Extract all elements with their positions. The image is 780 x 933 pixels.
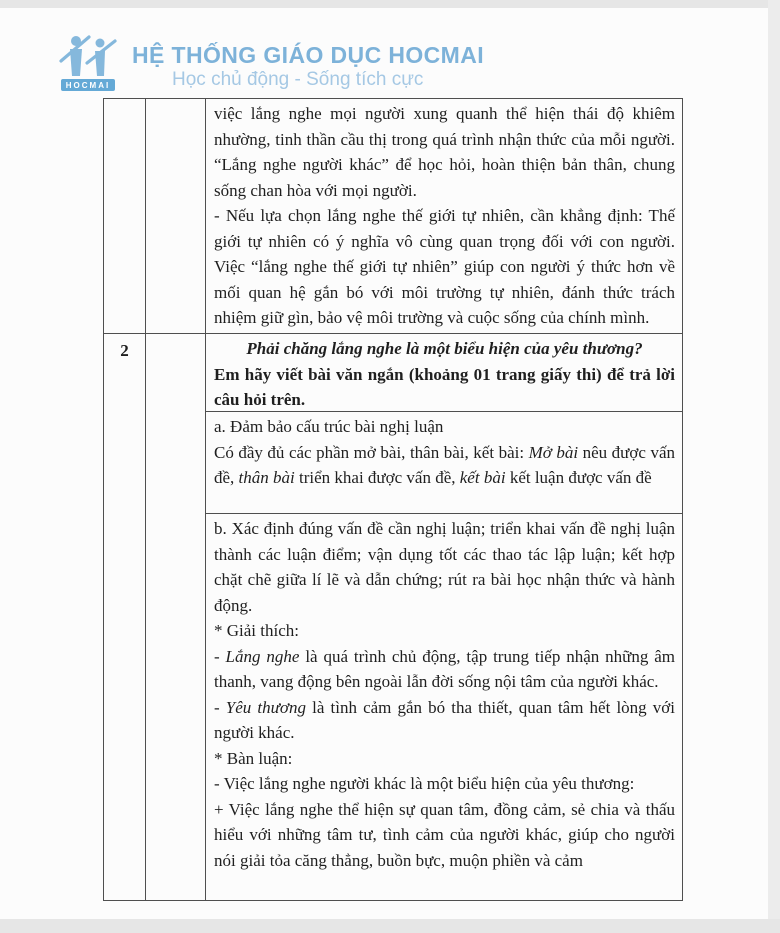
page-frame-bottom	[0, 919, 780, 933]
page-frame-top	[0, 0, 780, 8]
question-title: Phải chăng lắng nghe là một biểu hiện của yêu thương?	[246, 339, 643, 358]
score-cell	[146, 334, 206, 900]
question-body: Em hãy viết bài văn ngắn (khoảng 01 trang giấy thi) để trả lời câu hỏi trên.	[214, 364, 675, 409]
criterion-b-paragraph	[214, 771, 675, 797]
answer-table	[103, 98, 683, 901]
criterion-a-cell	[206, 411, 682, 513]
answer-content-column	[206, 334, 682, 900]
hocmai-logo-badge: HOCMAI	[61, 79, 115, 91]
question-number-cell: 2	[104, 334, 146, 900]
text-segment: * Bàn luận:	[214, 748, 293, 768]
criterion-b-paragraph	[214, 797, 675, 874]
criterion-a-body	[214, 440, 675, 491]
text-segment: nêu được vấn đề,	[214, 442, 675, 487]
brand-subtitle: Học chủ động - Sống tích cực	[172, 69, 424, 90]
text-segment: triển khai được vấn đề,	[294, 468, 460, 487]
italic-term: Lắng nghe	[225, 646, 300, 666]
text-segment: -	[214, 646, 226, 666]
table-row	[104, 333, 682, 900]
page-frame-right	[768, 0, 780, 933]
score-cell	[146, 99, 206, 333]
question-prompt-cell	[206, 334, 682, 411]
table-row	[104, 99, 682, 333]
text-segment: + Việc lắng nghe thể hiện sự quan tâm, đồng cảm, sẻ chia và thấu hiểu với những tâm tư, tình cảm của người khác, giúp cho người nói giải tỏa căng thẳng, buồn bực, muộn phiền và cảm	[214, 799, 675, 870]
criterion-b-paragraph	[214, 746, 675, 772]
text-segment: là quá trình chủ động, tập trung tiếp nhận những âm thanh, vang động bên ngoài lẫn đời sống nội tâm của người khác.	[214, 646, 676, 691]
hocmai-logo	[56, 34, 120, 91]
text-segment: - Việc lắng nghe người khác là một biểu hiện của yêu thương:	[214, 774, 635, 793]
text-segment: -	[214, 697, 226, 717]
italic-term: Yêu thương	[225, 697, 306, 717]
text-segment: * Giải thích:	[214, 621, 299, 640]
question-number-cell	[104, 99, 146, 333]
text-segment: Có đầy đủ các phần mở bài, thân bài, kết bài:	[214, 442, 529, 462]
answer-paragraph: việc lắng nghe mọi người xung quanh thể hiện thái độ khiêm nhường, tinh thần cầu thị trong quá trình nhận thức của mỗi người. “Lắng nghe người khác” để học hỏi, hoàn thiện bản thân, chung sống chan hòa với mọi người.	[214, 104, 675, 200]
text-segment: là tình cảm gắn bó tha thiết, quan tâm hết lòng với người khác.	[214, 697, 675, 742]
criterion-b-paragraph	[214, 516, 675, 618]
italic-term: kết bài	[459, 468, 506, 487]
criterion-b-paragraph	[214, 695, 675, 746]
text-segment: b. Xác định đúng vấn đề cần nghị luận; triển khai vấn đề nghị luận thành các luận điểm; vận dụng tốt các thao tác lập luận; kết hợp chặt chẽ giữa lí lẽ và dẫn chứng; rút ra bài học nhận thức và hành động.	[214, 519, 675, 615]
brand-title: HỆ THỐNG GIÁO DỤC HOCMAI	[132, 42, 485, 68]
criterion-b-paragraph	[214, 618, 675, 644]
answer-paragraph: - Nếu lựa chọn lắng nghe thế giới tự nhiên, cần khẳng định: Thế giới tự nhiên có ý nghĩa vô cùng quan trọng đối với con người. Việc “lắng nghe thế giới tự nhiên” giúp con người ý thức hơn về mối quan hệ gắn bó với môi trường tự nhiên, đánh thức trách nhiệm giữ gìn, bảo vệ môi trường và cuộc sống của chính mình.	[214, 206, 675, 327]
criterion-a-heading: a. Đảm bảo cấu trúc bài nghị luận	[214, 417, 444, 436]
answer-content-cell	[206, 99, 682, 333]
criterion-b-paragraph	[214, 644, 675, 695]
text-segment: kết luận được vấn đề	[505, 468, 652, 487]
people-logo-icon	[59, 34, 117, 78]
criterion-b-cell	[206, 513, 682, 900]
brand-text	[132, 34, 484, 91]
italic-term: Mở bài	[528, 442, 579, 462]
brand-header	[56, 34, 484, 91]
italic-term: thân bài	[238, 468, 295, 487]
